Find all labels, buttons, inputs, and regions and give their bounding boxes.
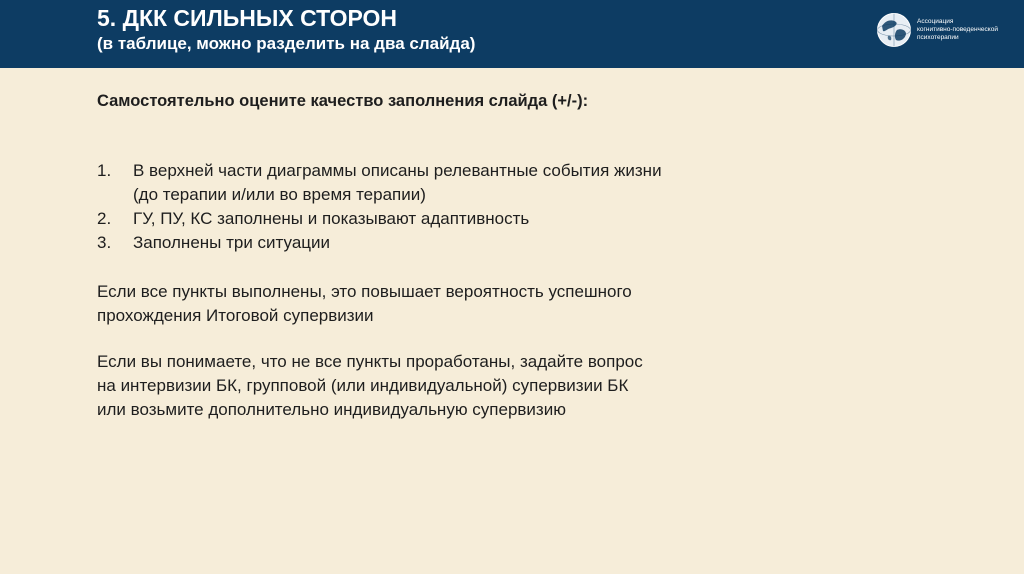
- paragraph-line: или возьмите дополнительно индивидуальную супервизию: [97, 400, 566, 419]
- paragraph-line: на интервизии БК, групповой (или индивидуальной) супервизии БК: [97, 376, 629, 395]
- paragraph-advice: [97, 350, 643, 422]
- slide-header: [0, 0, 1024, 68]
- list-item-text: В верхней части диаграммы описаны релевантные события жизни: [133, 161, 662, 180]
- paragraph-line: прохождения Итоговой супервизии: [97, 306, 374, 325]
- logo-text: [917, 18, 998, 42]
- slide-subtitle: (в таблице, можно разделить на два слайда): [97, 34, 476, 53]
- list-item-number: 2.: [97, 209, 112, 228]
- logo-line: Ассоциация: [917, 18, 954, 25]
- list-item: [97, 207, 662, 231]
- list-item: [97, 231, 662, 255]
- association-logo: [876, 11, 1016, 51]
- slide-title: 5. ДКК СИЛЬНЫХ СТОРОН: [97, 5, 398, 31]
- logo-line: психотерапии: [917, 34, 959, 41]
- list-item: [97, 159, 662, 207]
- list-item-text: ГУ, ПУ, КС заполнены и показывают адаптивность: [133, 209, 530, 228]
- paragraph-line: Если вы понимаете, что не все пункты проработаны, задайте вопрос: [97, 352, 643, 371]
- checklist: [97, 159, 662, 255]
- list-item-text: (до терапии и/или во время терапии): [133, 185, 426, 204]
- list-item-number: 3.: [97, 233, 112, 252]
- globe-logo-icon: [876, 12, 912, 48]
- lead-text: Самостоятельно оцените качество заполнения слайда (+/-):: [97, 92, 589, 110]
- paragraph-success: [97, 280, 632, 328]
- list-item-number: 1.: [97, 161, 112, 180]
- list-item-text: Заполнены три ситуации: [133, 233, 331, 252]
- logo-line: когнитивно-поведенческой: [917, 26, 998, 33]
- paragraph-line: Если все пункты выполнены, это повышает вероятность успешного: [97, 282, 632, 301]
